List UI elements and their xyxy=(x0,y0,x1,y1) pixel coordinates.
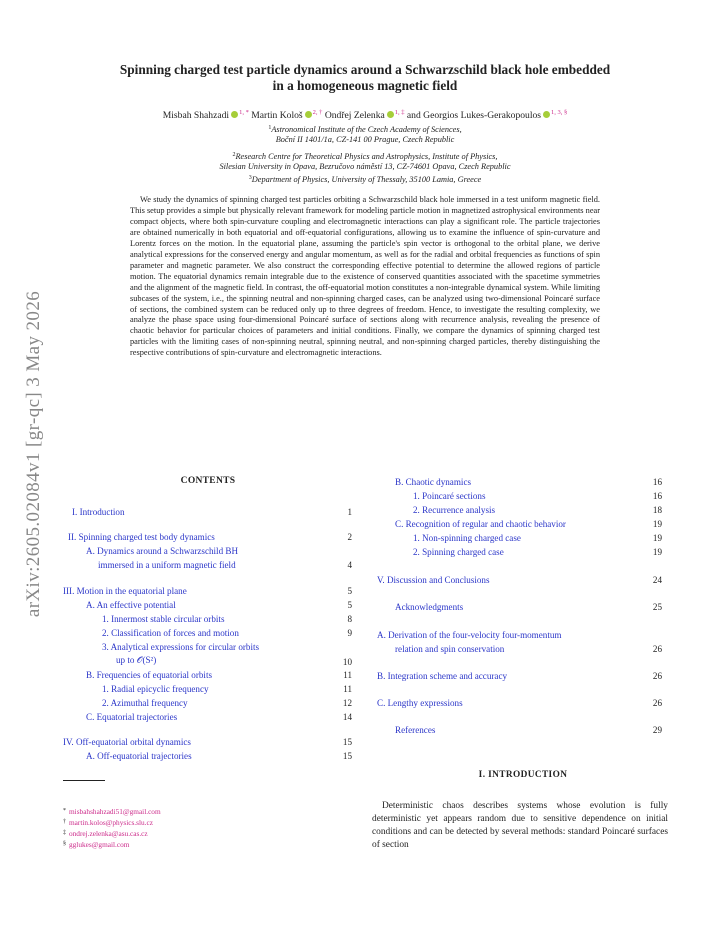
author[interactable]: Ondřej Zelenka $^{1, \ddagger}$ xyxy=(324,109,405,121)
toc-entry[interactable]: I. Introduction xyxy=(72,507,125,517)
affiliation-line: Boční II 1401/1a, CZ-141 00 Prague, Czech Republic xyxy=(275,135,455,144)
toc-entry[interactable]: References xyxy=(395,725,436,735)
arxiv-identifier: arXiv:2605.02084v1 [gr-qc] 3 May 2026 xyxy=(23,290,44,618)
toc-page: 19 xyxy=(652,519,662,529)
toc-page: 18 xyxy=(652,505,662,515)
toc-page: 2 xyxy=(347,532,352,542)
toc-entry[interactable]: Acknowledgments xyxy=(395,602,464,612)
toc-page: 26 xyxy=(652,644,662,654)
toc-page: 12 xyxy=(342,698,352,708)
author-footnote-mark[interactable]: 2, † xyxy=(312,109,323,116)
toc-entry[interactable]: C. Lengthy expressions xyxy=(377,698,463,708)
title-line-2: in a homogeneous magnetic field xyxy=(272,78,458,93)
toc-page: 11 xyxy=(343,684,352,694)
toc-entry[interactable]: B. Integration scheme and accuracy xyxy=(377,671,508,681)
toc-page: 14 xyxy=(342,712,352,722)
toc-page: 9 xyxy=(347,628,352,638)
toc-entry[interactable]: B. Frequencies of equatorial orbits xyxy=(86,670,213,680)
title-line-1: Spinning charged test particle dynamics around a Schwarzschild black hole embedded xyxy=(119,62,611,77)
toc-page: 10 xyxy=(342,657,352,667)
orcid-icon[interactable] xyxy=(543,111,550,118)
author-footnote-mark[interactable]: 1, 3, § xyxy=(551,109,568,116)
paper-title xyxy=(60,62,670,94)
toc-page: 19 xyxy=(652,547,662,557)
footnote-email[interactable]: § gglukes@gmail.com xyxy=(63,840,130,849)
toc-entry[interactable]: A. An effective potential xyxy=(86,600,176,610)
toc-page: 19 xyxy=(652,533,662,543)
contents-heading: CONTENTS xyxy=(180,476,236,486)
toc-entry[interactable]: A. Dynamics around a Schwarzschild BH xyxy=(86,546,239,556)
toc-entry[interactable]: II. Spinning charged test body dynamics xyxy=(68,532,215,542)
footnote-email[interactable]: ‡ ondrej.zelenka@asu.cas.cz xyxy=(63,829,148,838)
toc-page: 4 xyxy=(347,560,352,570)
author-footnote-mark[interactable]: 1, * xyxy=(239,109,249,116)
author-separator: and xyxy=(404,110,424,121)
abstract: We study the dynamics of spinning charged test particles orbiting a Schwarzschild black hole immersed in a test uniform magnetic field. This setup provides a simple but physically relevant framework for modeling particle motion in magnetized astrophysical environments near compact objects, where both spin-curvature coupling and electromagnetic interactions can play a significant role. The particle trajectories are obtained numerically in both equatorial and off-equatorial configurations, allowing us to examine the influence of spin-curvature and Lorentz forces on the motion. In the equatorial plane, assuming the particle's spin vector is orthogonal to the orbital plane, we derive analytical expressions for the conserved energy and angular momentum, as well as for the radial and orbital frequencies as functions of spin parameter and magnetic parameter. We also construct the corresponding effective potential to determine the allowed regions of particle motion. The equatorial dynamics remain integrable due to the existence of conserved quantities associated with the spacetime symmetries and the alignment of the magnetic field. In contrast, the off-equatorial motion constitutes a non-integrable dynamical system. While limiting subcases of the system, i.e., the spinning neutral and non-spinning charged cases, can be analyzed using two-dimensional Poincaré surface of sections, the combined system can be reduced only up to three degrees of freedom. Hence, to investigate the resulting complexity, we analyze the phase space using four-dimensional Poincaré surface of sections along with recurrence analysis, revealing the presence of chaotic behavior for particular choices of parameters and initial conditions. Finally, we compare the dynamics of spinning charged test particles with the limiting cases of non-spinning neutral, spinning neutral, and non-spinning charged particles, thereby distinguishing the respective contributions of spin-curvature and electromagnetic interactions. xyxy=(130,195,600,358)
author[interactable]: Misbah Shahzadi $^{1, *}$ xyxy=(162,109,249,121)
toc-page: 15 xyxy=(342,737,352,747)
toc-page: 5 xyxy=(347,600,352,610)
footnote-email[interactable]: * misbahshahzadi51@gmail.com xyxy=(63,807,161,816)
author-list xyxy=(60,107,670,122)
toc-page: 16 xyxy=(652,491,662,501)
toc-entry[interactable]: V. Discussion and Conclusions xyxy=(377,575,490,585)
toc-page: 24 xyxy=(652,575,662,585)
toc-entry[interactable]: immersed in a uniform magnetic field xyxy=(98,560,236,570)
toc-page: 1 xyxy=(347,507,352,517)
affiliation-line: $^1$Astronomical Institute of the Czech Academy of Sciences, xyxy=(268,125,462,134)
toc-entry[interactable]: A. Off-equatorial trajectories xyxy=(86,751,192,761)
toc-entry[interactable]: 1. Radial epicyclic frequency xyxy=(102,684,209,694)
toc-page: 16 xyxy=(652,477,662,487)
affiliation-line: $^3$Department of Physics, University of Thessaly, 35100 Lamia, Greece xyxy=(248,175,482,184)
toc-page: 15 xyxy=(342,751,352,761)
toc-entry[interactable]: 1. Innermost stable circular orbits xyxy=(102,614,225,624)
toc-entry[interactable]: 3. Analytical expressions for circular orbits xyxy=(102,642,260,652)
toc-entry[interactable]: up to 𝒪(S²) xyxy=(116,655,157,665)
toc-entry[interactable]: 2. Azimuthal frequency xyxy=(102,698,188,708)
introduction-text: Deterministic chaos describes systems whose evolution is fully deterministic yet appears random due to sensitive dependence on initial conditions and can be detected by several methods: standard Poincaré surfaces of section xyxy=(372,801,668,850)
toc-entry[interactable]: C. Recognition of regular and chaotic behavior xyxy=(395,519,566,529)
toc-page: 11 xyxy=(343,670,352,680)
author[interactable]: Martin Kološ $^{2, \dagger}$ xyxy=(251,109,323,121)
orcid-icon[interactable] xyxy=(305,111,312,118)
toc-entry[interactable]: A. Derivation of the four-velocity four-momentum xyxy=(377,630,562,640)
toc-entry[interactable]: B. Chaotic dynamics xyxy=(395,477,472,487)
toc-page: 26 xyxy=(652,698,662,708)
author-footnote-mark[interactable]: 1, ‡ xyxy=(394,109,405,116)
author[interactable]: Georgios Lukes-Gerakopoulos $^{1, 3, \S}$ xyxy=(423,109,568,121)
affiliation-line: $^2$Research Centre for Theoretical Physics and Astrophysics, Institute of Physics, xyxy=(232,152,498,161)
toc-entry[interactable]: IV. Off-equatorial orbital dynamics xyxy=(63,737,191,747)
affiliation-line: Silesian University in Opava, Bezručovo náměstí 13, CZ-74601 Opava, Czech Republic xyxy=(219,162,511,171)
section-heading-introduction: I. INTRODUCTION xyxy=(478,770,568,780)
arxiv-sidebar xyxy=(14,264,54,644)
toc-entry[interactable]: 1. Poincaré sections xyxy=(413,491,486,501)
toc-entry[interactable]: relation and spin conservation xyxy=(395,644,505,654)
footnote-divider xyxy=(63,780,105,781)
toc-page: 5 xyxy=(347,586,352,596)
toc-entry[interactable]: 1. Non-spinning charged case xyxy=(413,533,521,543)
toc-entry[interactable]: C. Equatorial trajectories xyxy=(86,712,178,722)
toc-entry[interactable]: 2. Spinning charged case xyxy=(413,547,504,557)
toc-entry[interactable]: 2. Classification of forces and motion xyxy=(102,628,239,638)
toc-entry[interactable]: 2. Recurrence analysis xyxy=(413,505,496,515)
orcid-icon[interactable] xyxy=(387,111,394,118)
toc-page: 25 xyxy=(652,602,662,612)
footnotes xyxy=(63,806,161,850)
toc-page: 26 xyxy=(652,671,662,681)
orcid-icon[interactable] xyxy=(231,111,238,118)
toc-page: 29 xyxy=(652,725,662,735)
toc-page: 8 xyxy=(347,614,352,624)
toc-entry[interactable]: III. Motion in the equatorial plane xyxy=(63,586,187,596)
footnote-email[interactable]: † martin.kolos@physics.slu.cz xyxy=(63,818,153,827)
